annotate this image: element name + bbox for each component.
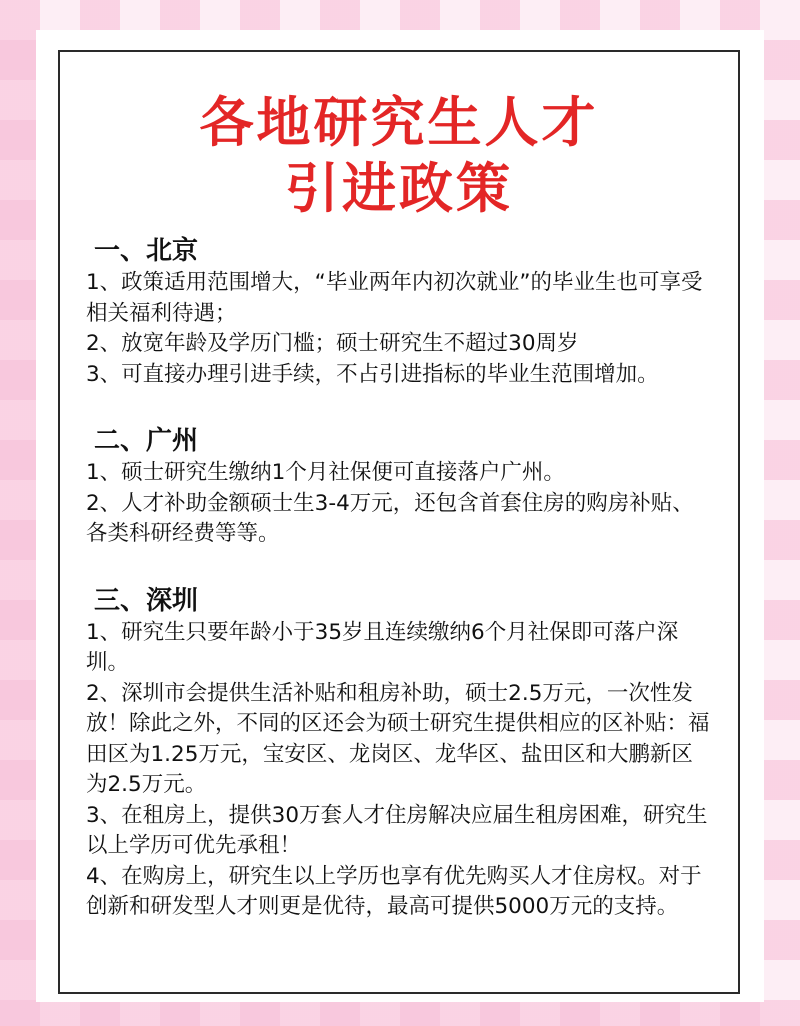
policy-item: 1、政策适用范围增大，“毕业两年内初次就业”的毕业生也可享受相关福利待遇； — [86, 270, 703, 326]
policy-item: 2、深圳市会提供生活补贴和租房补助，硕士2.5万元，一次性发放！除此之外，不同的区还会为硕士研究生提供相应的区补贴：福田区为1.25万元，宝安区、龙岗区、龙华区、盐田区和大鹏新区为2.5万元。 — [86, 680, 710, 797]
policy-item: 4、在购房上，研究生以上学历也享有优先购买人才住房权。对于创新和研发型人才则更是优待，最高可提供5000万元的支持。 — [86, 863, 702, 919]
policy-item: 2、放宽年龄及学历门槛；硕士研究生不超过30周岁 — [86, 331, 579, 356]
section-heading: 三、深圳 — [94, 585, 199, 616]
section-heading: 一、北京 — [94, 236, 199, 266]
policy-item: 2、人才补助金额硕士生3-4万元，还包含首套住房的购房补贴、各类科研经费等等。 — [86, 490, 694, 546]
section-heading: 二、广州 — [94, 426, 199, 456]
section-guangzhou — [86, 424, 712, 550]
policy-item: 1、硕士研究生缴纳1个月社保便可直接落户广州。 — [86, 460, 565, 485]
title-line-1: 各地研究生人才 — [199, 91, 599, 154]
policy-item: 1、研究生只要年龄小于35岁且连续缴纳6个月社保即可落户深圳。 — [86, 619, 679, 675]
page-title — [86, 90, 712, 222]
policy-item: 3、可直接办理引进手续，不占引进指标的毕业生范围增加。 — [86, 361, 659, 387]
policy-card — [58, 50, 740, 994]
section-beijing — [86, 234, 712, 390]
title-line-2: 引进政策 — [285, 157, 513, 220]
section-shenzhen — [86, 584, 712, 923]
policy-item: 3、在租房上，提供30万套人才住房解决应届生租房困难，研究生以上学历可优先承租！ — [86, 802, 708, 858]
